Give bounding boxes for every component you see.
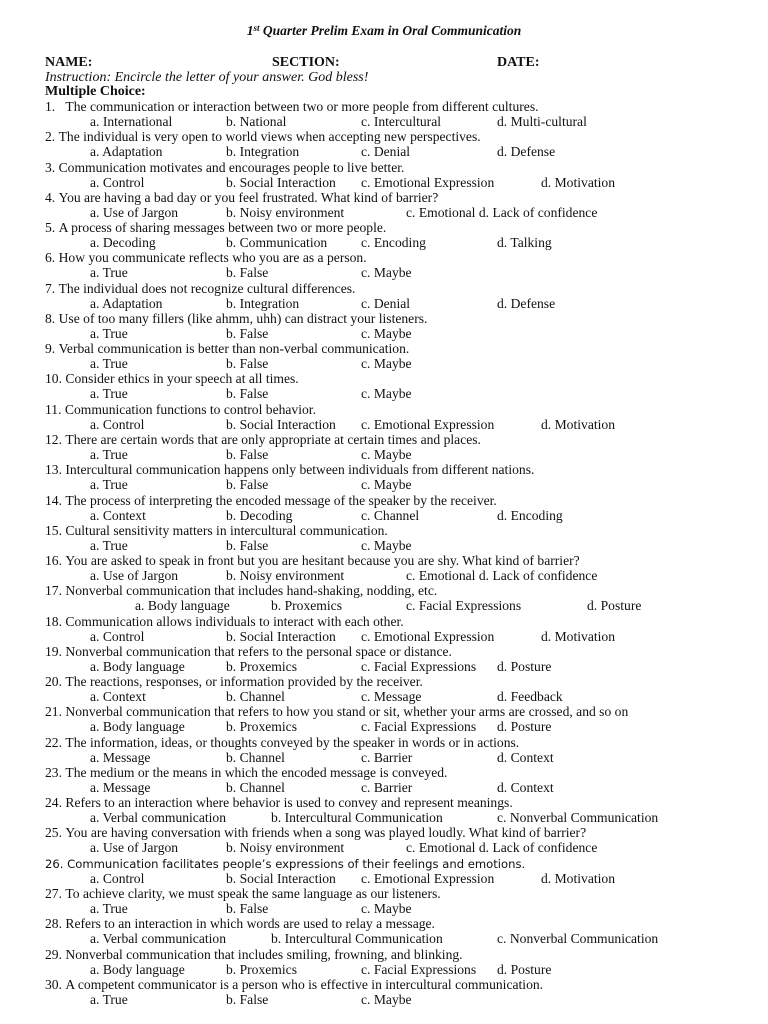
question-23 (45, 765, 447, 781)
choice-6-a[interactable]: a. True (90, 265, 128, 281)
choice-19-c[interactable]: c. Facial Expressions (361, 658, 477, 674)
choice-21-d[interactable]: d. Posture (497, 719, 552, 735)
choice-12-c[interactable]: c. Maybe (361, 446, 412, 462)
choice-27-b[interactable]: b. False (226, 901, 269, 917)
question-number: 2. (45, 129, 56, 145)
question-number: 27. (45, 886, 62, 902)
choice-12-b[interactable]: b. False (226, 446, 269, 462)
choice-2-b[interactable]: b. Integration (226, 144, 300, 160)
question-number: 4. (45, 189, 56, 205)
choice-16-c[interactable]: c. Emotional d. Lack of confidence (406, 568, 598, 584)
choice-17-a[interactable]: a. Body language (135, 598, 230, 614)
choice-1-a[interactable]: a. International (90, 114, 173, 129)
choice-14-c[interactable]: c. Channel (361, 507, 420, 523)
choice-11-b[interactable]: b. Social Interaction (226, 416, 336, 432)
question-16 (45, 553, 580, 569)
question-2 (45, 129, 481, 145)
choice-17-b[interactable]: b. Proxemics (271, 598, 342, 614)
choice-22-b[interactable]: b. Channel (226, 749, 285, 765)
choice-4-b[interactable]: b. Noisy environment (226, 204, 345, 220)
choice-18-c[interactable]: c. Emotional Expression (361, 628, 495, 644)
choice-7-b[interactable]: b. Integration (226, 295, 300, 311)
question-text: The communication or interaction between two or more people from different cultures. (65, 99, 539, 114)
question-text: The individual is very open to world views when accepting new perspectives. (58, 129, 481, 145)
question-text: Communication allows individuals to interact with each other. (65, 613, 404, 629)
choice-22-c[interactable]: c. Barrier (361, 749, 413, 765)
choice-9-b[interactable]: b. False (226, 356, 269, 372)
choice-28-a[interactable]: a. Verbal communication (90, 931, 227, 947)
question-14 (45, 493, 497, 509)
name-label: NAME: (45, 55, 93, 70)
question-25 (45, 825, 586, 841)
choice-9-c[interactable]: c. Maybe (361, 356, 412, 372)
question-text: The reactions, responses, or information provided by the receiver. (65, 674, 423, 690)
choice-16-a[interactable]: a. Use of Jargon (90, 568, 179, 584)
choice-16-b[interactable]: b. Noisy environment (226, 568, 345, 584)
title-ordinal: 1 (246, 23, 254, 38)
question-text: A process of sharing messages between two or more people. (58, 220, 387, 236)
choice-14-b[interactable]: b. Decoding (226, 507, 293, 523)
choice-22-d[interactable]: d. Context (497, 749, 554, 765)
question-1 (45, 99, 539, 115)
question-number: 6. (45, 250, 56, 266)
choice-28-b[interactable]: b. Intercultural Communication (271, 931, 443, 947)
choice-30-b[interactable]: b. False (226, 991, 269, 1007)
choice-5-b[interactable]: b. Communication (226, 235, 328, 251)
choice-1-b[interactable]: b. National (226, 114, 287, 129)
question-text: Nonverbal communication that includes smiling, frowning, and blinking. (65, 946, 463, 962)
choice-15-c[interactable]: c. Maybe (361, 537, 412, 553)
choice-3-d[interactable]: d. Motivation (541, 174, 616, 190)
choice-26-b[interactable]: b. Social Interaction (226, 870, 336, 886)
question-number: 18. (45, 613, 62, 629)
choice-2-d[interactable]: d. Defense (497, 144, 556, 160)
question-text: Verbal communication is better than non-verbal communication. (58, 341, 410, 357)
question-15 (45, 523, 388, 539)
question-text: Nonverbal communication that refers to how you stand or sit, whether your arms are crossed, and so on (65, 704, 629, 720)
choice-23-c[interactable]: c. Barrier (361, 779, 413, 795)
question-text: The medium or the means in which the encoded message is conveyed. (65, 764, 448, 780)
choice-18-d[interactable]: d. Motivation (541, 628, 616, 644)
question-number: 12. (45, 431, 62, 447)
question-number: 24. (45, 795, 62, 811)
choice-12-a[interactable]: a. True (90, 446, 128, 462)
title-text: Quarter Prelim Exam in Oral Communication (259, 23, 522, 38)
question-text: Refers to an interaction in which words are used to relay a message. (65, 916, 435, 932)
question-number: 19. (45, 643, 62, 659)
question-22 (45, 735, 519, 751)
question-number: 9. (45, 341, 56, 357)
choice-21-b[interactable]: b. Proxemics (226, 719, 297, 735)
choice-25-a[interactable]: a. Use of Jargon (90, 840, 179, 856)
choice-15-b[interactable]: b. False (226, 537, 269, 553)
choice-18-b[interactable]: b. Social Interaction (226, 628, 336, 644)
question-3 (45, 160, 404, 176)
choice-13-b[interactable]: b. False (226, 477, 269, 493)
choice-7-a[interactable]: a. Adaptation (90, 295, 163, 311)
question-text: Nonverbal communication that includes hand-shaking, nodding, etc. (65, 583, 438, 599)
choice-20-c[interactable]: c. Message (361, 689, 422, 705)
choice-26-c[interactable]: c. Emotional Expression (361, 870, 495, 886)
question-4 (45, 190, 438, 206)
question-text: Intercultural communication happens only between individuals from different nations. (65, 462, 535, 478)
question-24 (45, 795, 513, 811)
choice-7-c[interactable]: c. Denial (361, 295, 411, 311)
choice-5-d[interactable]: d. Talking (497, 235, 552, 251)
question-29 (45, 947, 463, 963)
choice-29-d[interactable]: d. Posture (497, 961, 552, 977)
choice-1-d[interactable]: d. Multi-cultural (497, 114, 587, 129)
choice-14-a[interactable]: a. Context (90, 507, 146, 523)
choice-6-c[interactable]: c. Maybe (361, 265, 412, 281)
question-number: 8. (45, 310, 56, 326)
question-11 (45, 402, 316, 418)
section-label: SECTION: (272, 55, 340, 70)
question-text: Refers to an interaction where behavior is used to convey and represent meanings. (65, 795, 513, 811)
question-9 (45, 341, 409, 357)
question-number: 1. (45, 99, 56, 114)
question-21 (45, 704, 628, 720)
choice-2-c[interactable]: c. Denial (361, 144, 411, 160)
question-number: 13. (45, 462, 62, 478)
question-17 (45, 583, 437, 599)
choice-19-b[interactable]: b. Proxemics (226, 658, 297, 674)
question-text: The information, ideas, or thoughts conveyed by the speaker in words or in actions. (65, 734, 520, 750)
question-text: There are certain words that are only appropriate at certain times and places. (65, 431, 481, 447)
question-number: 7. (45, 280, 56, 296)
choice-26-d[interactable]: d. Motivation (541, 870, 616, 886)
choice-25-c[interactable]: c. Emotional d. Lack of confidence (406, 840, 598, 856)
choice-20-b[interactable]: b. Channel (226, 689, 285, 705)
choice-22-a[interactable]: a. Message (90, 749, 151, 765)
choice-11-c[interactable]: c. Emotional Expression (361, 416, 495, 432)
question-5 (45, 220, 386, 236)
question-text: To achieve clarity, we must speak the same language as our listeners. (65, 886, 441, 902)
choice-24-b[interactable]: b. Intercultural Communication (271, 810, 443, 826)
choice-3-b[interactable]: b. Social Interaction (226, 174, 336, 190)
choice-25-b[interactable]: b. Noisy environment (226, 840, 345, 856)
choice-20-a[interactable]: a. Context (90, 689, 146, 705)
question-text: Communication facilitates people’s expressions of their feelings and emotions. (67, 856, 526, 871)
question-number: 16. (45, 553, 62, 569)
question-number: 29. (45, 946, 62, 962)
instruction-text: Instruction: Encircle the letter of your answer. God bless! (45, 70, 369, 85)
choice-2-a[interactable]: a. Adaptation (90, 144, 163, 160)
question-number: 14. (45, 492, 62, 508)
question-6 (45, 250, 367, 266)
question-number: 23. (45, 764, 62, 780)
choice-1-c[interactable]: c. Intercultural (361, 114, 442, 129)
multiple-choice-heading: Multiple Choice: (45, 84, 146, 99)
choice-24-a[interactable]: a. Verbal communication (90, 810, 227, 826)
exam-title (0, 23, 768, 39)
choice-21-a[interactable]: a. Body language (90, 719, 185, 735)
question-number: 21. (45, 704, 62, 720)
choice-21-c[interactable]: c. Facial Expressions (361, 719, 477, 735)
question-text: How you communicate reflects who you are as a person. (58, 250, 367, 266)
question-28 (45, 916, 435, 932)
choice-27-a[interactable]: a. True (90, 901, 128, 917)
choice-11-a[interactable]: a. Control (90, 416, 145, 432)
question-number: 10. (45, 371, 62, 387)
question-number: 30. (45, 976, 62, 992)
question-26 (45, 856, 525, 872)
question-number: 28. (45, 916, 62, 932)
choice-3-c[interactable]: c. Emotional Expression (361, 174, 495, 190)
question-30 (45, 977, 543, 993)
choice-13-c[interactable]: c. Maybe (361, 477, 412, 493)
choice-19-a[interactable]: a. Body language (90, 658, 185, 674)
question-number: 5. (45, 220, 56, 236)
question-number: 15. (45, 522, 62, 538)
date-label: DATE: (497, 55, 540, 70)
choice-19-d[interactable]: d. Posture (497, 658, 552, 674)
choice-20-d[interactable]: d. Feedback (497, 689, 563, 705)
question-8 (45, 311, 427, 327)
choice-29-b[interactable]: b. Proxemics (226, 961, 297, 977)
choice-23-a[interactable]: a. Message (90, 779, 151, 795)
choice-15-a[interactable]: a. True (90, 537, 128, 553)
choice-14-d[interactable]: d. Encoding (497, 507, 563, 523)
question-text: Cultural sensitivity matters in intercultural communication. (65, 522, 388, 538)
question-18 (45, 614, 404, 630)
choice-9-a[interactable]: a. True (90, 356, 128, 372)
question-text: Communication functions to control behavior. (64, 401, 316, 417)
choice-6-b[interactable]: b. False (226, 265, 269, 281)
question-number: 11. (45, 401, 62, 417)
choice-5-a[interactable]: a. Decoding (90, 235, 156, 251)
question-number: 3. (45, 159, 56, 175)
choice-23-b[interactable]: b. Channel (226, 779, 285, 795)
question-text: The individual does not recognize cultural differences. (58, 280, 356, 296)
question-10 (45, 371, 299, 387)
question-text: You are asked to speak in front but you are hesitant because you are shy. What kind of barrier? (65, 553, 580, 569)
choice-23-d[interactable]: d. Context (497, 779, 554, 795)
choice-17-d[interactable]: d. Posture (587, 598, 642, 614)
choice-4-a[interactable]: a. Use of Jargon (90, 204, 179, 220)
choice-28-c[interactable]: c. Nonverbal Communication (497, 931, 659, 947)
question-text: Nonverbal communication that refers to the personal space or distance. (65, 643, 452, 659)
choice-26-a[interactable]: a. Control (90, 870, 145, 886)
choice-10-c[interactable]: c. Maybe (361, 386, 412, 402)
question-27 (45, 886, 441, 902)
choice-11-d[interactable]: d. Motivation (541, 416, 616, 432)
choice-30-c[interactable]: c. Maybe (361, 991, 412, 1007)
choice-18-a[interactable]: a. Control (90, 628, 145, 644)
question-19 (45, 644, 452, 660)
choice-10-b[interactable]: b. False (226, 386, 269, 402)
choice-8-c[interactable]: c. Maybe (361, 325, 412, 341)
question-12 (45, 432, 481, 448)
choice-29-c[interactable]: c. Facial Expressions (361, 961, 477, 977)
choice-8-b[interactable]: b. False (226, 325, 269, 341)
question-number: 22. (45, 734, 62, 750)
choice-17-c[interactable]: c. Facial Expressions (406, 598, 522, 614)
question-number: 17. (45, 583, 62, 599)
question-text: You are having a bad day or you feel frustrated. What kind of barrier? (58, 189, 439, 205)
choice-7-d[interactable]: d. Defense (497, 295, 556, 311)
question-20 (45, 674, 423, 690)
choice-30-a[interactable]: a. True (90, 991, 128, 1007)
question-number: 26. (45, 856, 64, 871)
choice-4-c[interactable]: c. Emotional d. Lack of confidence (406, 204, 598, 220)
title-ordinal-suffix: st (253, 23, 260, 33)
question-7 (45, 281, 355, 297)
question-number: 20. (45, 674, 62, 690)
choice-24-c[interactable]: c. Nonverbal Communication (497, 810, 659, 826)
choice-10-a[interactable]: a. True (90, 386, 128, 402)
question-text: You are having conversation with friends when a song was played loudly. What kind of barrier? (65, 825, 587, 841)
question-text: Use of too many fillers (like ahmm, uhh) can distract your listeners. (58, 310, 428, 326)
question-text: Consider ethics in your speech at all times. (65, 371, 299, 387)
question-text: A competent communicator is a person who is effective in intercultural communication. (65, 976, 544, 992)
question-13 (45, 462, 534, 478)
question-text: The process of interpreting the encoded message of the speaker by the receiver. (65, 492, 497, 508)
choice-8-a[interactable]: a. True (90, 325, 128, 341)
choice-27-c[interactable]: c. Maybe (361, 901, 412, 917)
choice-13-a[interactable]: a. True (90, 477, 128, 493)
choice-5-c[interactable]: c. Encoding (361, 235, 426, 251)
choice-29-a[interactable]: a. Body language (90, 961, 185, 977)
question-number: 25. (45, 825, 62, 841)
choice-3-a[interactable]: a. Control (90, 174, 145, 190)
question-text: Communication motivates and encourages people to live better. (58, 159, 405, 175)
